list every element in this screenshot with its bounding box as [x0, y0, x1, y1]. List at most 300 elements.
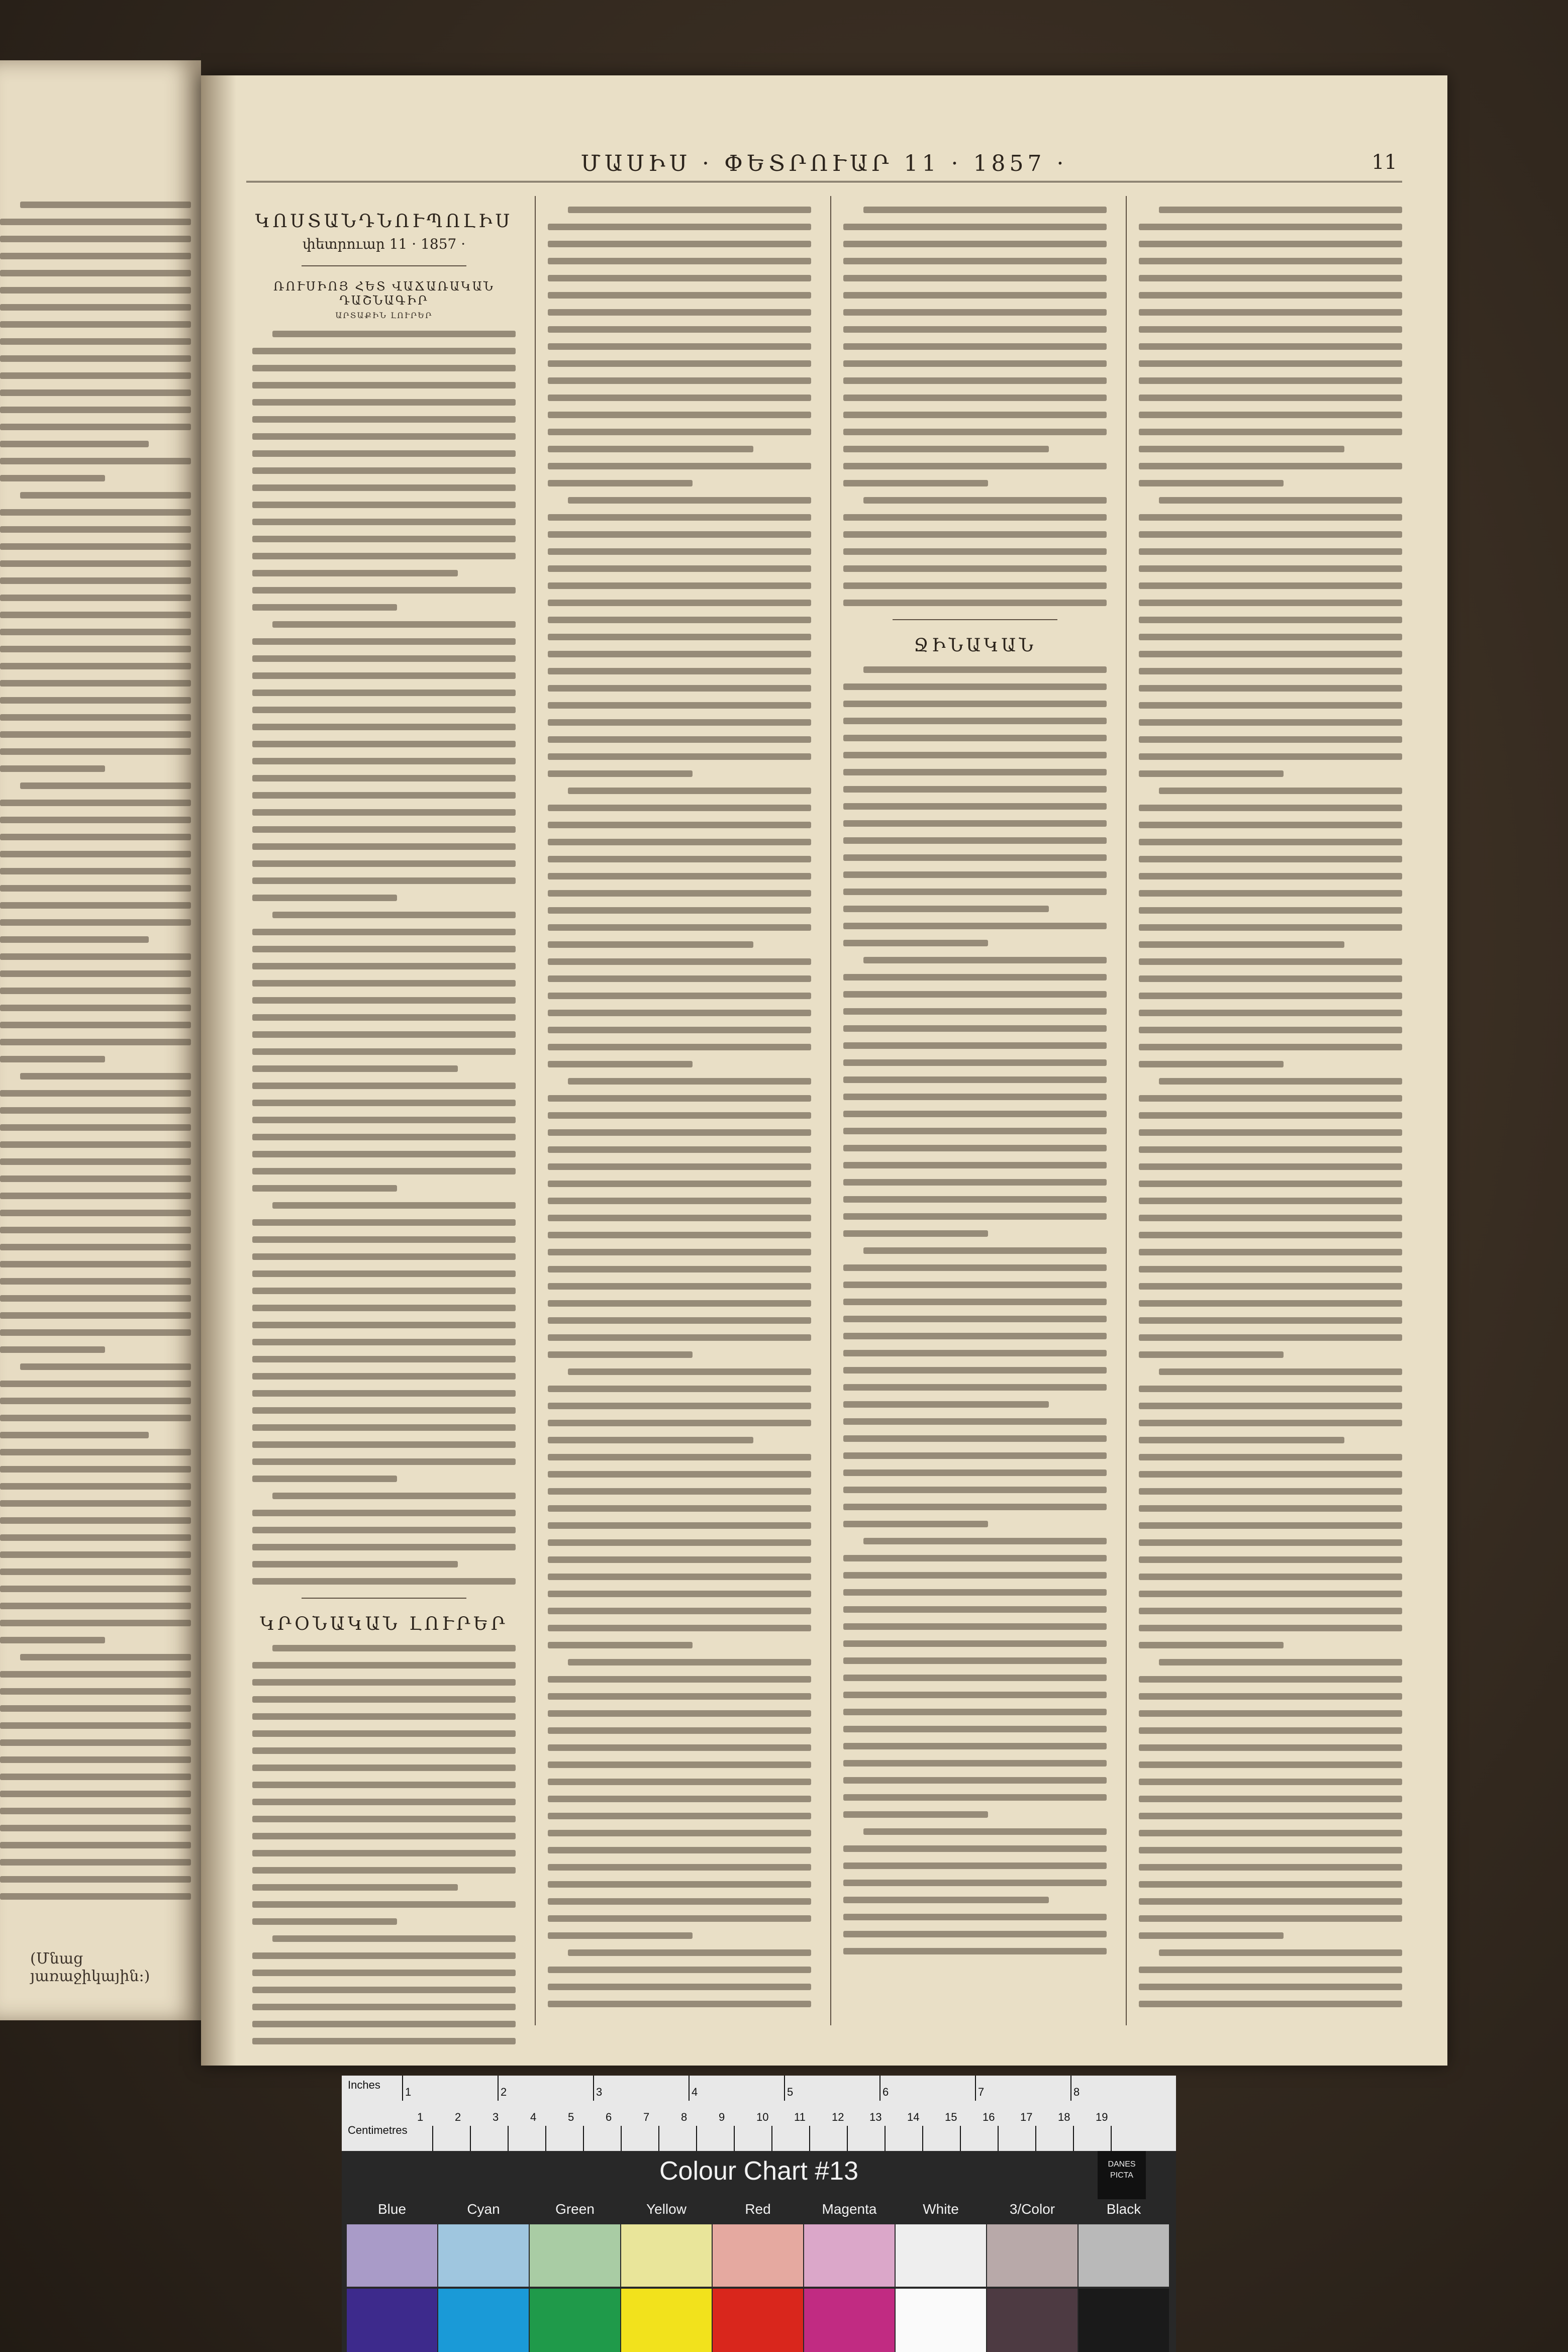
column-3-body-bottom — [837, 666, 1113, 1954]
text-line — [548, 668, 811, 674]
text-line — [548, 1454, 811, 1460]
text-line — [843, 1128, 1107, 1134]
text-line — [1139, 651, 1402, 657]
text-line — [1139, 617, 1402, 623]
text-line — [252, 433, 516, 440]
text-line — [252, 1356, 516, 1362]
text-line — [1139, 924, 1402, 931]
text-line — [1139, 1351, 1284, 1358]
text-line — [252, 1884, 458, 1891]
text-line — [843, 1880, 1107, 1886]
text-line — [843, 582, 1107, 589]
text-line — [548, 1642, 693, 1648]
text-line — [252, 1662, 516, 1669]
text-line — [252, 1441, 516, 1448]
swatch-solid — [987, 2289, 1077, 2352]
text-line — [843, 974, 1107, 981]
text-line — [548, 343, 811, 350]
text-line — [1139, 1163, 1402, 1170]
text-line — [548, 1984, 811, 1990]
text-line — [548, 856, 811, 862]
text-line — [1139, 702, 1402, 709]
text-line — [568, 1949, 811, 1956]
swatch-tint — [621, 2224, 712, 2287]
text-line — [0, 1056, 105, 1062]
text-line — [548, 1488, 811, 1495]
text-line — [548, 463, 811, 469]
colour-chart — [342, 2076, 1176, 2352]
text-line — [548, 1198, 811, 1204]
text-line — [863, 1538, 1107, 1544]
text-line — [0, 1893, 191, 1900]
ruler-cm-tick — [545, 2126, 546, 2151]
text-line — [1139, 377, 1402, 384]
text-line — [843, 1589, 1107, 1596]
text-line — [548, 1386, 811, 1392]
text-line — [548, 326, 811, 333]
text-line — [1159, 1949, 1402, 1956]
text-line — [548, 1351, 693, 1358]
text-line — [843, 1264, 1107, 1271]
text-line — [1139, 1010, 1402, 1016]
previous-page-text-column — [0, 191, 191, 2000]
text-line — [252, 1185, 397, 1192]
text-line — [252, 1747, 516, 1754]
text-line — [252, 741, 516, 747]
text-line — [843, 1452, 1107, 1459]
text-line — [0, 1398, 191, 1404]
text-line — [1139, 668, 1402, 674]
swatch-labels — [342, 2201, 1176, 2221]
text-line — [843, 600, 1107, 606]
text-line — [548, 360, 811, 367]
text-line — [0, 1158, 191, 1165]
text-line — [863, 957, 1107, 963]
ruler-cm-tick — [922, 2126, 923, 2151]
ruler-cm-tick — [960, 2126, 961, 2151]
text-line — [843, 1897, 1049, 1903]
text-line — [548, 1574, 811, 1580]
ruler-inch-number: 2 — [501, 2086, 507, 2098]
text-line — [548, 1556, 811, 1563]
text-line — [1139, 873, 1402, 879]
text-line — [0, 389, 191, 396]
text-line — [548, 582, 811, 589]
ruler-cm-tick — [998, 2126, 999, 2151]
text-line — [1139, 1898, 1402, 1905]
text-line — [548, 736, 811, 743]
text-line — [1139, 719, 1402, 726]
text-line — [252, 382, 516, 388]
text-line — [1139, 1181, 1402, 1187]
text-line — [548, 958, 811, 965]
text-line — [1139, 1625, 1402, 1631]
text-line — [252, 1713, 516, 1720]
text-line — [548, 822, 811, 828]
swatch-tint — [347, 2224, 437, 2287]
text-line — [1139, 941, 1344, 948]
ruler-cm-number: 15 — [945, 2111, 957, 2123]
text-line — [272, 621, 516, 628]
masthead-title: ՄԱՍԻՍ · ՓԵՏՐՈՒԱՐ 11 · 1857 · — [580, 151, 1068, 176]
text-line — [548, 1881, 811, 1888]
text-line — [252, 1322, 516, 1328]
text-line — [20, 1073, 191, 1080]
text-line — [843, 1623, 1107, 1630]
text-line — [548, 1608, 811, 1614]
text-line — [843, 463, 1107, 469]
text-line — [20, 1654, 191, 1660]
swatch-solid — [438, 2289, 529, 2352]
ruler-centimetres-label: Centimetres — [348, 2124, 408, 2136]
text-line — [548, 412, 811, 418]
swatch-label: Black — [1106, 2201, 1141, 2217]
text-line — [0, 543, 191, 550]
swatch-label: Cyan — [467, 2201, 500, 2217]
text-line — [548, 873, 811, 879]
ruler-inch-number: 6 — [883, 2086, 889, 2098]
text-line — [0, 1141, 191, 1148]
text-line — [843, 1213, 1107, 1220]
text-line — [252, 1236, 516, 1243]
text-line — [252, 1527, 516, 1533]
page-number: 11 — [1371, 151, 1397, 174]
text-line — [548, 1676, 811, 1683]
text-line — [1139, 958, 1402, 965]
text-line — [252, 1219, 516, 1226]
ruler-inch-tick — [975, 2076, 976, 2101]
text-line — [548, 1249, 811, 1255]
text-line — [548, 1300, 811, 1307]
text-line — [0, 475, 105, 481]
text-line — [252, 1270, 516, 1277]
text-line — [1139, 531, 1402, 538]
swatch-solid — [713, 2289, 803, 2352]
text-line — [0, 902, 191, 909]
text-line — [568, 788, 811, 794]
text-line — [1159, 1078, 1402, 1085]
text-line — [272, 1202, 516, 1209]
text-line — [1139, 770, 1284, 777]
text-line — [548, 1744, 811, 1751]
text-line — [252, 1833, 516, 1839]
swatch-solid — [621, 2289, 712, 2352]
text-line — [1139, 1779, 1402, 1785]
text-line — [252, 502, 516, 508]
text-line — [843, 275, 1107, 281]
text-line — [548, 241, 811, 247]
text-line — [548, 1864, 811, 1871]
text-line — [252, 1339, 516, 1345]
text-line — [1139, 241, 1402, 247]
text-line — [548, 1591, 811, 1597]
text-line — [1139, 1488, 1402, 1495]
text-line — [1139, 736, 1402, 743]
text-line — [1139, 446, 1344, 452]
text-line — [548, 839, 811, 845]
text-line — [252, 553, 516, 559]
text-line — [843, 718, 1107, 724]
text-line — [568, 207, 811, 213]
swatch-label: White — [923, 2201, 959, 2217]
column-2-body — [542, 207, 817, 2007]
text-line — [843, 752, 1107, 758]
text-line — [0, 372, 191, 379]
text-line — [0, 253, 191, 259]
text-line — [252, 860, 516, 867]
text-line — [252, 1065, 458, 1072]
text-line — [1139, 1266, 1402, 1272]
text-line — [0, 236, 191, 242]
swatch-label: Green — [555, 2201, 595, 2217]
text-line — [548, 531, 811, 538]
text-line — [0, 526, 191, 533]
text-line — [548, 941, 753, 948]
text-line — [843, 1657, 1107, 1664]
text-line — [548, 1539, 811, 1546]
text-line — [548, 600, 811, 606]
text-line — [252, 877, 516, 884]
text-line — [252, 1168, 516, 1174]
text-line — [1139, 1095, 1402, 1102]
ruler-inch-tick — [402, 2076, 403, 2101]
text-line — [252, 1373, 516, 1380]
text-line — [843, 1367, 1107, 1374]
text-line — [548, 1010, 811, 1016]
text-line — [0, 1603, 191, 1609]
ruler-cm-tick — [470, 2126, 471, 2151]
text-line — [1139, 634, 1402, 640]
text-line — [0, 1620, 191, 1626]
text-line — [548, 1112, 811, 1119]
section-heading: ԿՈՍՏԱՆԴՆՈՒՊՈԼԻՍ — [255, 211, 513, 232]
news-heading: ԿՐՕՆԱԿԱՆ ԼՈՒՐԵՐ — [260, 1614, 508, 1634]
text-line — [843, 326, 1107, 333]
text-line — [548, 292, 811, 299]
ruler-cm-number: 14 — [907, 2111, 920, 2123]
text-line — [252, 980, 516, 987]
text-line — [1139, 1522, 1402, 1529]
text-line — [1139, 275, 1402, 281]
ruler-cm-number: 19 — [1096, 2111, 1108, 2123]
text-line — [1139, 1061, 1284, 1067]
text-line — [1139, 582, 1402, 589]
text-line — [0, 765, 105, 772]
text-line — [843, 837, 1107, 844]
text-line — [0, 817, 191, 823]
text-line — [843, 1640, 1107, 1647]
text-line — [0, 1312, 191, 1319]
text-line — [548, 1813, 811, 1819]
text-line — [0, 1756, 191, 1763]
text-line — [0, 1381, 191, 1387]
text-line — [252, 1679, 516, 1686]
ruler-cm-tick — [583, 2126, 584, 2151]
text-line — [1139, 1454, 1402, 1460]
text-line — [548, 1317, 811, 1324]
divider — [302, 265, 467, 266]
text-line — [0, 1551, 191, 1558]
text-line — [0, 1124, 191, 1131]
swatch-tint — [896, 2224, 986, 2287]
text-line — [1159, 788, 1402, 794]
swatch-solid — [530, 2289, 620, 2352]
text-line — [252, 1816, 516, 1822]
text-line — [0, 953, 191, 960]
text-line — [1139, 1317, 1402, 1324]
ruler-cm-number: 16 — [983, 2111, 995, 2123]
text-line — [843, 377, 1107, 384]
text-line — [843, 309, 1107, 316]
text-line — [548, 1915, 811, 1922]
ruler-inch-tick — [689, 2076, 690, 2101]
text-line — [1159, 207, 1402, 213]
text-line — [843, 1931, 1107, 1937]
swatch-tint — [1079, 2224, 1169, 2287]
ruler-cm-tick — [734, 2126, 735, 2151]
text-line — [548, 429, 811, 435]
text-line — [0, 1244, 191, 1250]
text-line — [1139, 1146, 1402, 1153]
text-line — [0, 885, 191, 892]
text-line — [252, 758, 516, 764]
ruler-cm-number: 4 — [530, 2111, 537, 2123]
text-line — [0, 1859, 191, 1866]
masthead — [246, 151, 1402, 182]
text-line — [843, 1196, 1107, 1203]
swatch-tint — [804, 2224, 895, 2287]
ruler-cm-number: 5 — [568, 2111, 574, 2123]
column-2 — [542, 196, 817, 2025]
text-line — [1139, 1044, 1402, 1050]
text-line — [843, 889, 1107, 895]
text-line — [1139, 1676, 1402, 1683]
text-line — [843, 1521, 988, 1527]
text-line — [252, 826, 516, 833]
text-line — [0, 1210, 191, 1216]
text-line — [0, 919, 191, 926]
text-line — [1139, 1027, 1402, 1033]
text-line — [548, 753, 811, 760]
text-line — [843, 871, 1107, 878]
text-line — [0, 851, 191, 857]
text-line — [0, 1774, 191, 1780]
text-line — [252, 1253, 516, 1260]
text-line — [548, 805, 811, 811]
text-line — [252, 809, 516, 816]
text-line — [0, 270, 191, 276]
text-line — [1139, 1881, 1402, 1888]
section-date: փետրուար 11 · 1857 · — [302, 236, 466, 252]
ruler-cm-number: 13 — [869, 2111, 882, 2123]
text-line — [843, 531, 1107, 538]
ruler-cm-number: 18 — [1058, 2111, 1070, 2123]
text-line — [1139, 1710, 1402, 1717]
swatch-label: 3/Color — [1009, 2201, 1055, 2217]
text-line — [548, 1847, 811, 1853]
text-line — [548, 275, 811, 281]
text-line — [1139, 805, 1402, 811]
text-line — [252, 1730, 516, 1737]
column-3-body-top — [837, 207, 1113, 606]
text-line — [1139, 1300, 1402, 1307]
text-line — [843, 1743, 1107, 1749]
text-line — [0, 1107, 191, 1114]
text-line — [843, 1299, 1107, 1305]
text-line — [1139, 1813, 1402, 1819]
text-line — [1139, 395, 1402, 401]
ruler-cm-number: 9 — [719, 2111, 725, 2123]
text-line — [1139, 1232, 1402, 1238]
text-line — [548, 258, 811, 264]
text-line — [252, 1987, 516, 1993]
ruler-inches-label: Inches — [348, 2079, 380, 2091]
text-line — [548, 719, 811, 726]
text-line — [0, 1876, 191, 1883]
text-line — [1139, 1693, 1402, 1700]
text-line — [843, 412, 1107, 418]
text-line — [1139, 1420, 1402, 1426]
text-line — [843, 1145, 1107, 1151]
ruler-cm-tick — [1111, 2126, 1112, 2151]
text-line — [0, 1722, 191, 1729]
text-line — [0, 1227, 191, 1233]
text-line — [1139, 975, 1402, 982]
text-line — [843, 446, 1049, 452]
swatch-label: Blue — [377, 2201, 407, 2217]
text-line — [20, 782, 191, 789]
ruler-cm-tick — [508, 2126, 509, 2151]
text-line — [0, 1791, 191, 1797]
ruler-cm-tick — [658, 2126, 659, 2151]
text-line — [548, 1898, 811, 1905]
text-line — [1139, 326, 1402, 333]
ruler-cm-number: 3 — [493, 2111, 499, 2123]
text-line — [0, 338, 191, 345]
column-3 — [837, 196, 1113, 2025]
ruler-inch-number: 3 — [596, 2086, 603, 2098]
text-line — [1139, 565, 1402, 572]
text-line — [548, 1420, 811, 1426]
text-line — [1139, 1642, 1284, 1648]
text-line — [1139, 1386, 1402, 1392]
text-line — [1139, 258, 1402, 264]
text-line — [0, 748, 191, 755]
text-line — [0, 355, 191, 362]
text-line — [548, 1163, 811, 1170]
text-line — [0, 1175, 191, 1182]
text-line — [548, 1181, 811, 1187]
text-line — [548, 634, 811, 640]
text-line — [0, 1500, 191, 1507]
text-line — [843, 1726, 1107, 1732]
text-line — [548, 1129, 811, 1136]
text-line — [843, 735, 1107, 741]
text-line — [272, 331, 516, 337]
text-line — [843, 241, 1107, 247]
text-line — [1139, 2001, 1402, 2007]
text-line — [252, 1561, 458, 1567]
text-line — [20, 1363, 191, 1370]
text-line — [0, 1534, 191, 1541]
swatch-label: Yellow — [646, 2201, 687, 2217]
text-line — [0, 509, 191, 516]
text-line — [0, 680, 191, 687]
news-body — [246, 1645, 522, 2044]
section-heading-2: ՋԻՆԱԿԱՆ — [913, 635, 1037, 656]
text-line — [548, 1830, 811, 1836]
text-line — [272, 1935, 516, 1942]
